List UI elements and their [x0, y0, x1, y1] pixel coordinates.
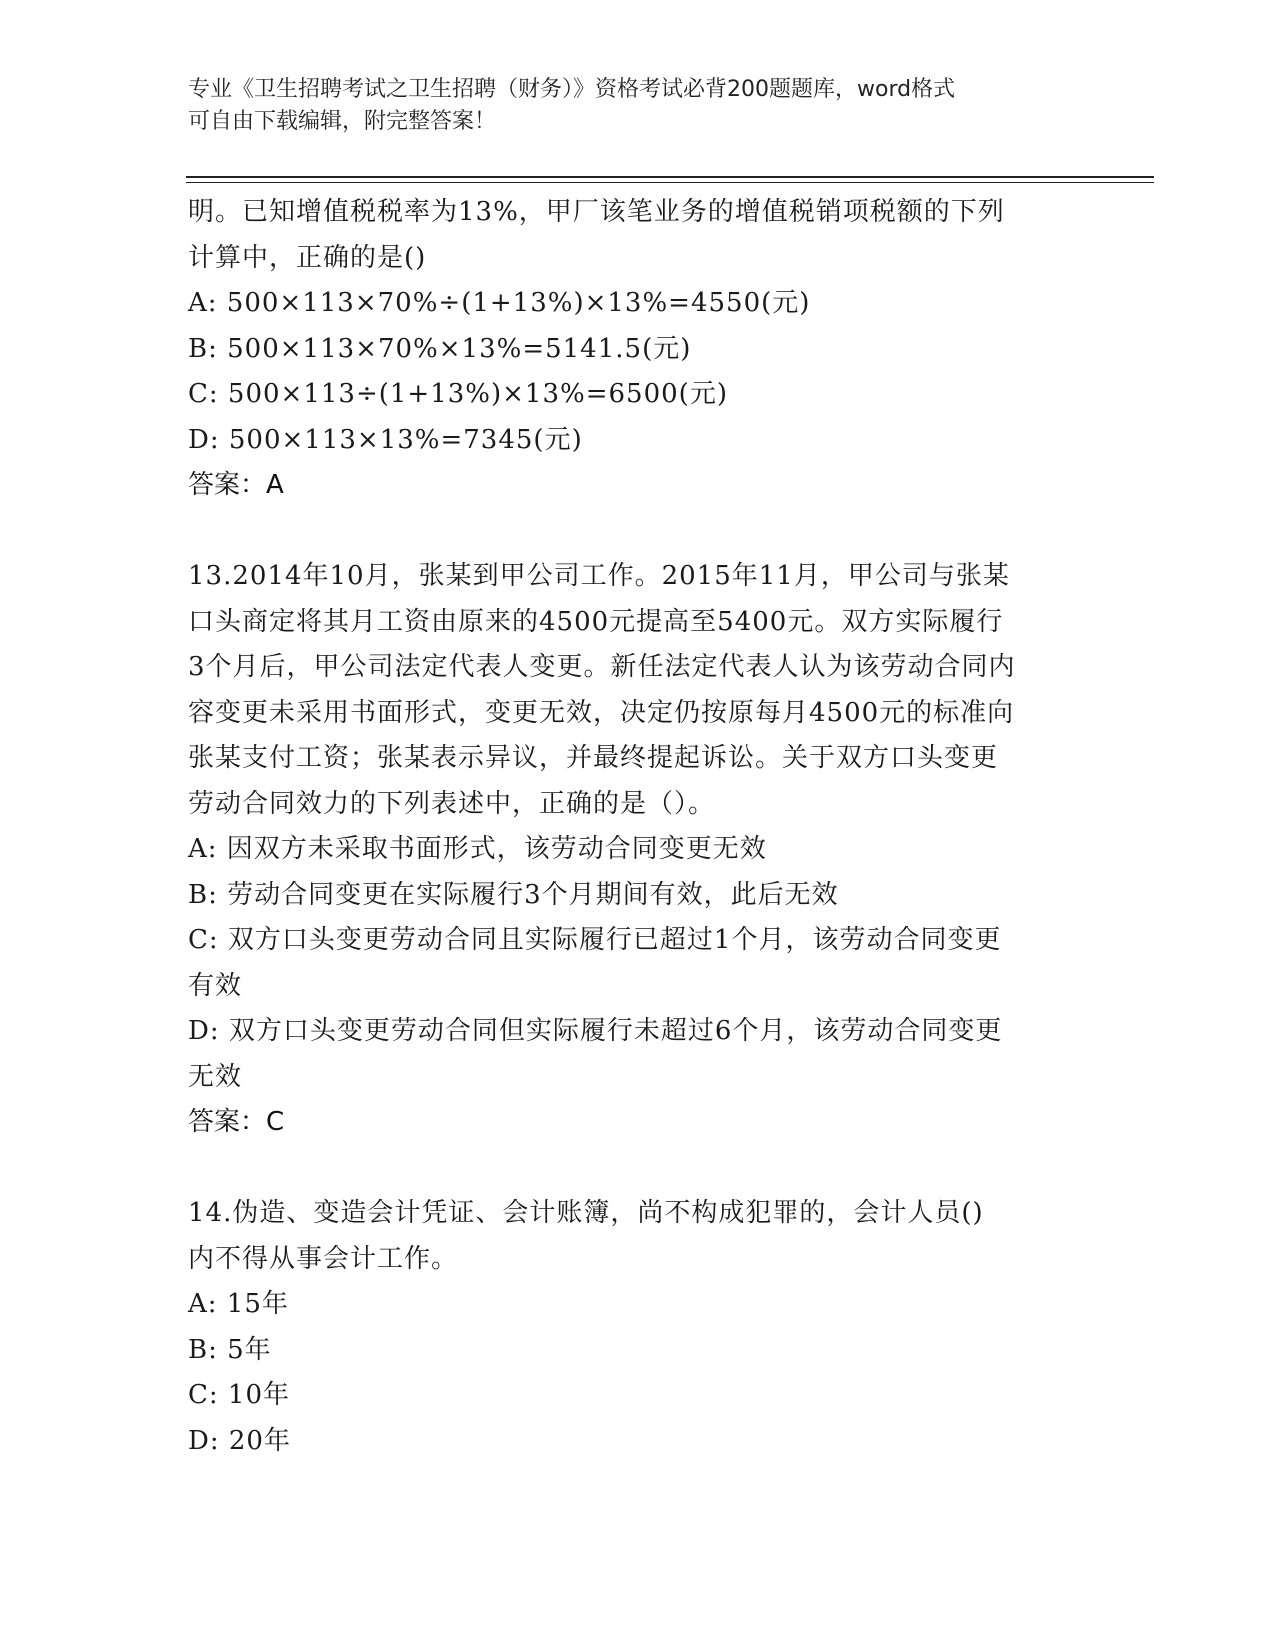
option-b: B: 500×113×70%×13%=5141.5(元) — [188, 333, 692, 364]
option-a: A: 因双方未采取书面形式，该劳动合同变更无效 — [188, 834, 767, 864]
question-stem-line: 内不得从事会计工作。 — [188, 1243, 459, 1274]
question-stem-line: 计算中，正确的是() — [188, 242, 427, 273]
question-13 — [188, 554, 1088, 1146]
question-12 — [188, 190, 1088, 509]
question-stem-line: 张某支付工资；张某表示异议，并最终提起诉讼。关于双方口头变更 — [188, 743, 999, 773]
option-c-continued: 有效 — [188, 970, 243, 1001]
option-a: A: 500×113×70%÷(1+13%)×13%=4550(元) — [188, 288, 811, 318]
question-14 — [188, 1191, 1088, 1464]
answer-label: 答案：C — [188, 1107, 285, 1137]
option-a: A: 15年 — [188, 1289, 289, 1319]
header-divider-thin — [186, 182, 1154, 183]
answer-label: 答案：A — [188, 470, 284, 500]
question-stem-line: 容变更未采用书面形式，变更无效，决定仍按原每月4500元的标准向 — [188, 697, 1015, 728]
header-line-1: 专业《卫生招聘考试之卫生招聘（财务）》资格考试必背200题题库，word格式 — [188, 77, 956, 102]
question-stem-line: 明。已知增值税税率为13%，甲厂该笔业务的增值税销项税额的下列 — [188, 197, 1005, 227]
question-stem-line: 3个月后，甲公司法定代表人变更。新任法定代表人认为该劳动合同内 — [188, 652, 1016, 682]
option-c: C: 500×113÷(1+13%)×13%=6500(元) — [188, 379, 728, 409]
option-c: C: 双方口头变更劳动合同且实际履行已超过1个月，该劳动合同变更 — [188, 925, 1002, 955]
question-stem-line: 14.伪造、变造会计凭证、会计账簿，尚不构成犯罪的，会计人员() — [188, 1198, 984, 1228]
option-d-continued: 无效 — [188, 1061, 243, 1092]
spacer — [188, 1146, 1088, 1192]
question-stem-line: 劳动合同效力的下列表述中，正确的是（）。 — [188, 788, 716, 819]
question-stem-line: 13.2014年10月，张某到甲公司工作。2015年11月，甲公司与张某 — [188, 561, 1010, 591]
option-d: D: 20年 — [188, 1425, 291, 1456]
spacer — [188, 509, 1088, 555]
option-b: B: 5年 — [188, 1334, 272, 1365]
option-b: B: 劳动合同变更在实际履行3个月期间有效，此后无效 — [188, 879, 839, 910]
option-c: C: 10年 — [188, 1380, 291, 1410]
header-divider-thick — [186, 176, 1154, 178]
question-stem-line: 口头商定将其月工资由原来的4500元提高至5400元。双方实际履行 — [188, 606, 1004, 637]
option-d: D: 双方口头变更劳动合同但实际履行未超过6个月，该劳动合同变更 — [188, 1016, 1003, 1046]
header-line-2: 可自由下载编辑，附完整答案！ — [188, 109, 497, 134]
page-header — [188, 74, 1088, 138]
document-body — [188, 190, 1088, 1464]
option-d: D: 500×113×13%=7345(元) — [188, 424, 583, 455]
